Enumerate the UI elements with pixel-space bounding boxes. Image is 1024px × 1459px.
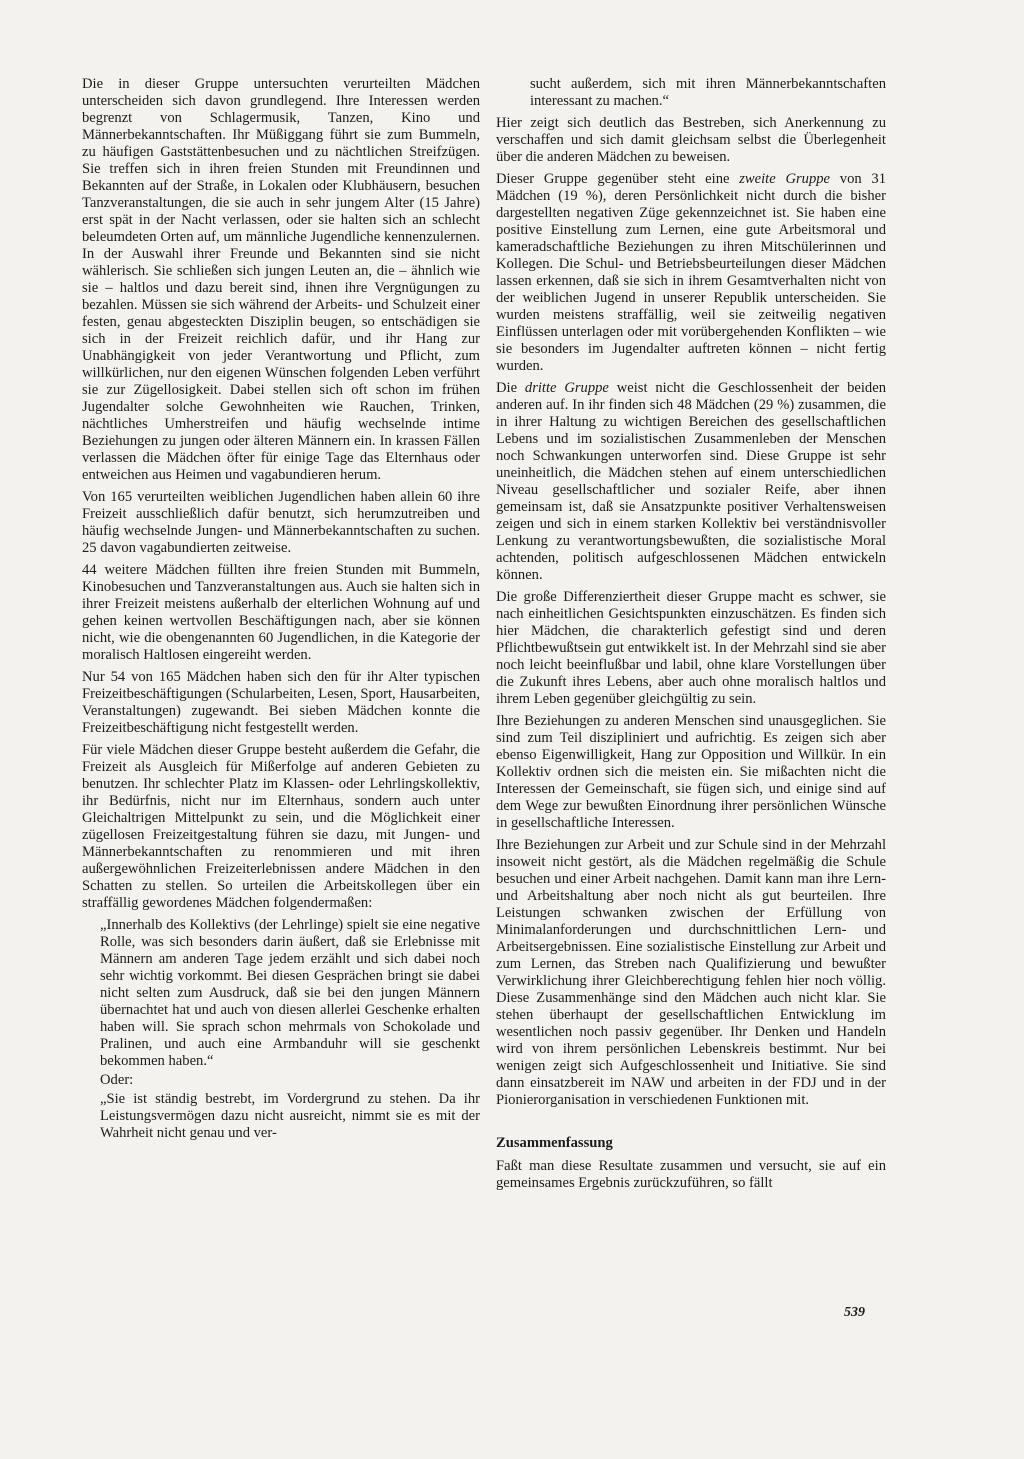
text-run: weist nicht die Geschlossenheit der beiden anderen auf. In ihr finden sich 48 Mädchen (29 %) zusammen, die in ihrer Haltung zu wichtigen Bereichen des gesellschaftlichen Lebens und im sozialistischen Zusammenleben der Menschen noch Schwankungen unterworfen sind. Diese Gruppe ist sehr uneinheitlich, die Mädchen stehen auf einem unterschiedlichen Niveau gesellschaftlicher und sozialer Reife, aber ihnen gemeinsam ist, daß sie Ansatzpunkte positiver Verhaltensweisen zeigen und sich in einem starken Kollektiv bei verständnisvoller Lenkung zu verantwortungsbewußten, die sozialistische Moral achtenden, politisch aufgeschlossenen Mädchen entwickeln können.	[496, 380, 886, 583]
page-number: 539	[844, 1305, 865, 1320]
block-quote-continued: sucht außerdem, sich mit ihren Männerbekanntschaften interessant zu machen.“	[530, 76, 886, 109]
paragraph	[496, 171, 886, 375]
section-heading: Zusammenfassung	[496, 1135, 613, 1151]
block-quote: „Innerhalb des Kollektivs (der Lehrlinge) spielt sie eine negative Rolle, was sich besonders darin äußert, daß sie Erlebnisse mit Männern am anderen Tage jedem erzählt und sich dabei noch sehr wichtig vorkommt. Bei diesen Gesprächen bringt sie dabei nicht selten zum Ausdruck, daß sie bei den jungen Männern übernachtet hat und auch von diesen allerlei Geschenke erhalten haben will. Sie sprach schon mehrmals von Schokolade und Pralinen, und auch eine Armbanduhr will sie geschenkt bekommen haben.“	[100, 917, 480, 1069]
paragraph: Von 165 verurteilten weiblichen Jugendlichen haben allein 60 ihre Freizeit ausschließlich dafür benutzt, sich herumzutreiben und häufig wechselnde Jungen- und Männerbekanntschaften zu suchen. 25 davon vagabundierten zeitweise.	[82, 489, 480, 556]
paragraph: Hier zeigt sich deutlich das Bestreben, sich Anerkennung zu verschaffen und sich damit gleichsam selbst die Überlegenheit über die anderen Mädchen zu beweisen.	[496, 115, 886, 165]
text-run: von 31 Mädchen (19 %), deren Persönlichkeit nicht durch die bisher dargestellten negativen Züge gekennzeichnet ist. Sie haben eine positive Einstellung zum Lernen, eine gute Arbeitsmoral und kameradschaftliche Beziehungen zu ihren Mitschülerinnen und Kollegen. Die Schul- und Betriebsbeurteilungen dieser Mädchen lassen erkennen, daß sie sich in ihrem Gesamtverhalten nicht von der weiblichen Jugend in unserer Republik unterscheiden. Sie wurden meistens straffällig, weil sie zeitweilig negativen Einflüssen unterlagen oder mit vorübergehenden Konflikten – wie sie besonders im Jugendalter auftreten können – nicht fertig wurden.	[496, 171, 886, 374]
paragraph: Ihre Beziehungen zu anderen Menschen sind unausgeglichen. Sie sind zum Teil diszipliniert und aufrichtig. Es zeigen sich aber ebenso Eigenwilligkeit, Hang zur Opposition und Willkür. In ein Kollektiv ordnen sich die meisten ein. Sie mißachten nicht die Interessen der Gemeinschaft, sie fügen sich, und einige sind auf dem Wege zur bewußten Einordnung ihrer persönlichen Wünsche in gesellschaftliche Interessen.	[496, 713, 886, 831]
paragraph: Für viele Mädchen dieser Gruppe besteht außerdem die Gefahr, die Freizeit als Ausgleich für Mißerfolge auf anderen Gebieten zu benutzen. Ihr schlechter Platz im Klassen- oder Lehrlingskollektiv, ihr Bedürfnis, nicht nur im Elternhaus, sondern auch unter Gleichaltrigen Mittelpunkt zu sein, und die Möglichkeit einer zügellosen Freizeitgestaltung führen sie dazu, mit Jungen- und Männerbekanntschaften zu renommieren und mit ihren außergewöhnlichen Freizeiterlebnissen andere Mädchen in den Schatten zu stellen. So urteilen die Arbeitskollegen über ein straffällig gewordenes Mädchen folgendermaßen:	[82, 742, 480, 911]
quote-label: Oder:	[100, 1072, 134, 1088]
paragraph: Nur 54 von 165 Mädchen haben sich den für ihr Alter typischen Freizeitbeschäftigungen (Schularbeiten, Lesen, Sport, Hausarbeiten, Veranstaltungen) zugewandt. Bei sieben Mädchen konnte die Freizeitbeschäftigung nicht festgestellt werden.	[82, 669, 480, 736]
paragraph: Faßt man diese Resultate zusammen und versucht, sie auf ein gemeinsames Ergebnis zurückzuführen, so fällt	[496, 1158, 886, 1191]
paragraph: Die in dieser Gruppe untersuchten verurteilten Mädchen unterscheiden sich davon grundlegend. Ihre Interessen werden begrenzt von Schlagermusik, Tanzen, Kino und Männerbekanntschaften. Ihr Müßiggang führt sie zum Bummeln, zu häufigen Gaststättenbesuchen und zu nächtlichen Streifzügen. Sie treffen sich in ihren freien Stunden mit Freundinnen und Bekannten auf der Straße, in Lokalen oder Klubhäusern, besuchen Tanzveranstaltungen, die sie auch in sehr jungem Alter (15 Jahre) erst spät in der Nacht verlassen, oder sie halten sich an schlecht beleumdeten Orten auf, um männliche Jugendliche kennenzulernen. In der Auswahl ihrer Freunde und Bekannten sind sie nicht wählerisch. Sie schließen sich jungen Leuten an, die – ähnlich wie sie – haltlos und dazu bereit sind, ihnen ihre Vergnügungen zu bezahlen. Müssen sie sich während der Arbeits- und Schulzeit einer festen, genau abgesteckten Disziplin beugen, so entschädigen sie sich in der Freizeit reichlich dafür, und ihr Hang zur Unabhängigkeit von jeder Verantwortung und Pflicht, zum willkürlichen, nur den eigenen Wünschen folgenden Leben verführt sie zur Zügellosigkeit. Dabei stellen sich oft schon im frühen Jugendalter solche Gewohnheiten wie Rauchen, Trinken, nächtliches Umherstreifen und häufig wechselnde intime Beziehungen zu jungen oder älteren Männern ein. In krassen Fällen verlassen die Mädchen öfter für einige Tage das Elternhaus oder entweichen aus Heimen und vagabundieren herum.	[82, 76, 480, 483]
text-run: Dieser Gruppe gegenüber steht eine	[496, 171, 740, 187]
paragraph: 44 weitere Mädchen füllten ihre freien Stunden mit Bummeln, Kinobesuchen und Tanzveranstaltungen aus. Auch sie halten sich in ihrer Freizeit meistens außerhalb der elterlichen Wohnung auf und gehen keinen wertvollen Beschäftigungen nach, aber sie können nicht, wie die obengenannten 60 Jugendlichen, in die Kategorie der moralisch Haltlosen eingereiht werden.	[82, 562, 480, 663]
paragraph: Die große Differenziertheit dieser Gruppe macht es schwer, sie nach einheitlichen Gesichtspunkten einzuschätzen. Es finden sich hier Mädchen, die charakterlich gefestigt sind und deren Pflichtbewußtsein gut entwikkelt ist. In der Mehrzahl sind sie aber noch leicht beeinflußbar und labil, ohne klare Vorstellungen über die Zukunft ihres Lebens, aber auch ohne moralisch haltlos und ihrem Leben gegenüber gleichgültig zu sein.	[496, 589, 886, 707]
left-column	[82, 76, 480, 1144]
paragraph: Ihre Beziehungen zur Arbeit und zur Schule sind in der Mehrzahl insoweit nicht gestört, als die Mädchen regelmäßig die Schule besuchen und einer Arbeit nachgehen. Damit kann man ihre Lern- und Arbeitshaltung aber noch nicht als gut beurteilen. Ihre Leistungen schwanken zwischen der Erfüllung von Minimalanforderungen und durchschnittlichen Lern- und Arbeitsergebnissen. Eine sozialistische Einstellung zur Arbeit und zum Lernen, das Streben nach Qualifizierung und bewußter Verwirklichung ihrer Gleichberechtigung fehlen hier noch völlig. Diese Zusammenhänge sind den Mädchen auch nicht klar. Sie stehen überhaupt der gesellschaftlichen Entwicklung im wesentlichen noch passiv gegenüber. Ihr Denken und Handeln wird von ihrem persönlichen Lebenskreis bestimmt. Nur bei wenigen zeigt sich Aufgeschlossenheit und Initiative. Sie sind dann einsatzbereit im NAW und arbeiten in der FDJ und in der Pionierorganisation in verschiedenen Funktionen mit.	[496, 837, 886, 1108]
right-column	[496, 76, 886, 1197]
text-run: Die	[496, 380, 525, 396]
block-quote: „Sie ist ständig bestrebt, im Vordergrund zu stehen. Da ihr Leistungsvermögen dazu nicht ausreicht, nimmt sie es mit der Wahrheit nicht genau und ver-	[100, 1091, 480, 1141]
emphasis: zweite Gruppe	[739, 171, 831, 187]
paragraph	[496, 380, 886, 584]
emphasis: dritte Gruppe	[524, 380, 609, 396]
